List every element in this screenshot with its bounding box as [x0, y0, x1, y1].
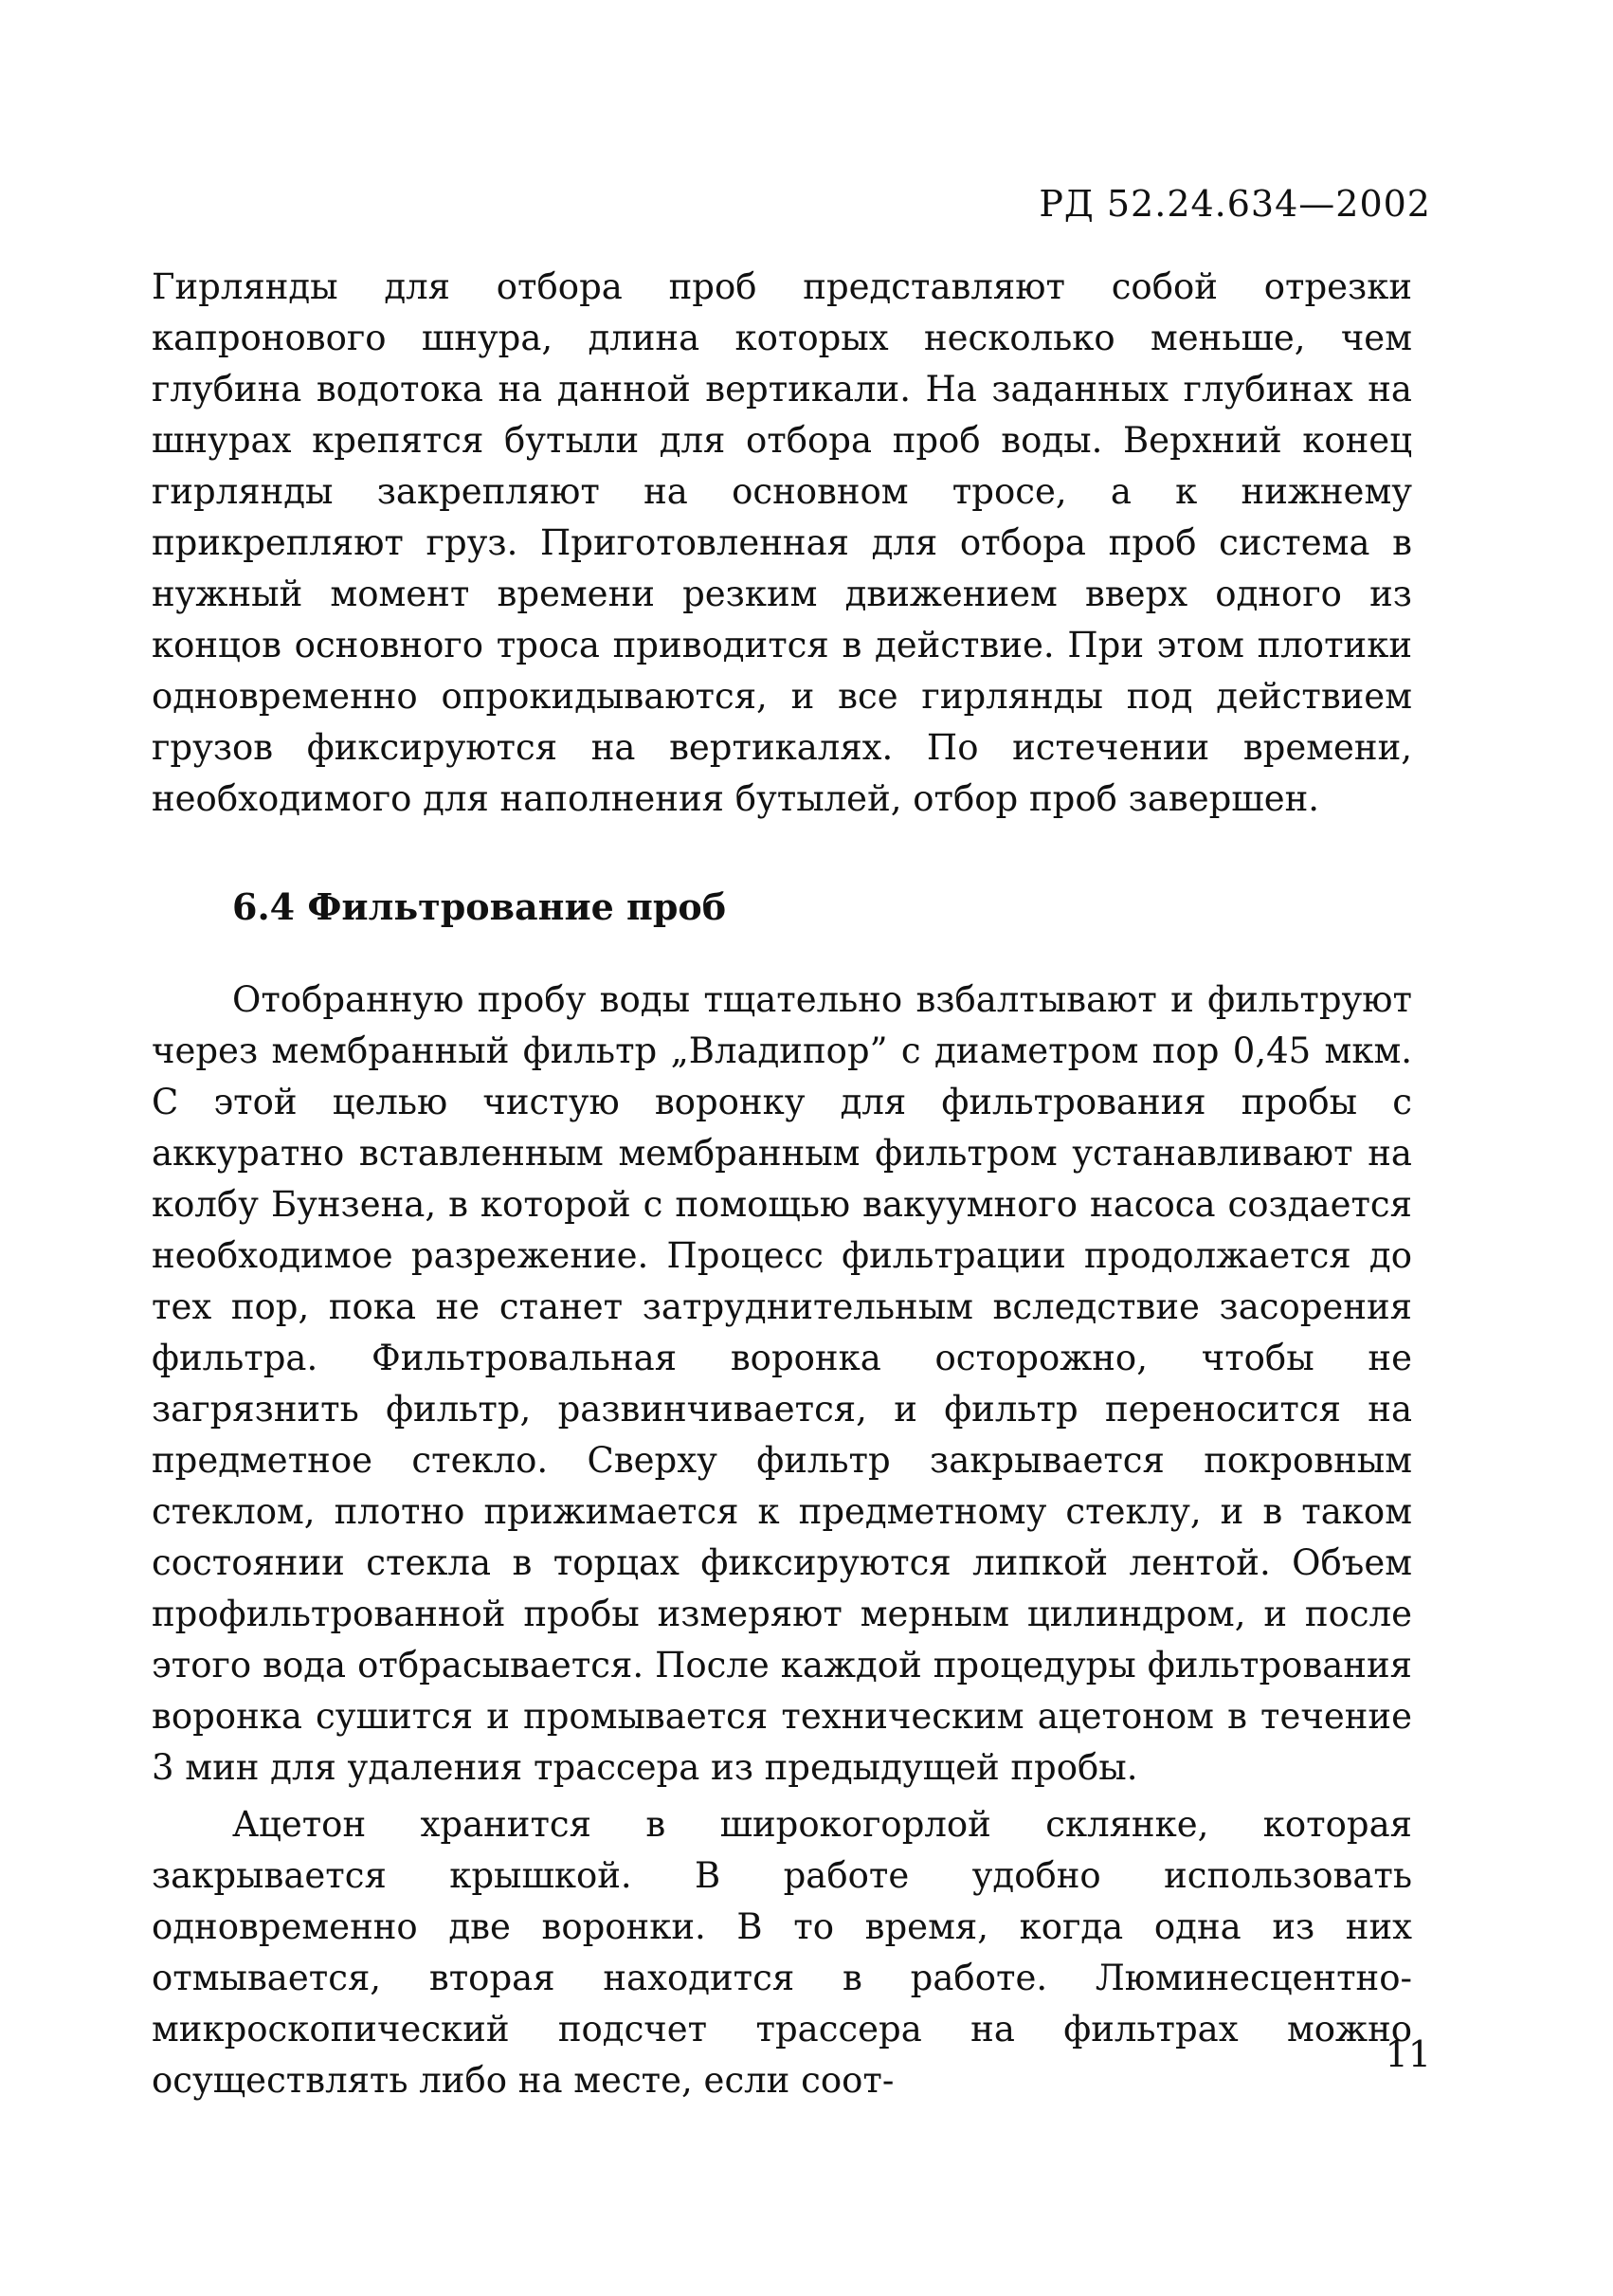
intro-text-block	[152, 262, 1412, 825]
document-code-header: РД 52.24.634—2002	[1039, 183, 1431, 225]
intro-paragraph: Гирлянды для отбора проб представляют собой отрезки капронового шнура, длина которых несколько меньше, чем глубина водотока на данной вертикали. На заданных глубинах на шнурах крепятся бутыли для отбора проб воды. Верхний конец гирлянды закрепляют на основном тросе, а к нижнему прикрепляют груз. Приготовленная для отбора проб система в нужный момент времени резким движением вверх одного из концов основного троса приводится в действие. При этом плотики одновременно опрокидываются, и все гирлянды под действием грузов фиксируются на вертикалях. По истечении времени, необходимого для наполнения бутылей, отбор проб завершен.	[152, 266, 1412, 819]
section-heading: 6.4 Фильтрование проб	[232, 885, 727, 928]
section-paragraph-2: Ацетон хранится в широкогорлой склянке, которая закрывается крышкой. В работе удобно использовать одновременно две воронки. В то время, когда одна из них отмывается, вторая находится в работе. Люминесцентно-микроскопический подсчет трассера на фильтрах можно осуществлять либо на месте, если соот-	[152, 1804, 1412, 2101]
section-paragraph-1: Отобранную пробу воды тщательно взбалтывают и фильтруют через мембранный фильтр „Владипор” с диаметром пор 0,45 мкм. С этой целью чистую воронку для фильтрования пробы с аккуратно вставленным мембранным фильтром устанавливают на колбу Бунзена, в которой с помощью вакуумного насоса создается необходимое разрежение. Процесс фильтрации продолжается до тех пор, пока не станет затруднительным вследствие засорения фильтра. Фильтровальная воронка осторожно, чтобы не загрязнить фильтр, развинчивается, и фильтр переносится на предметное стекло. Сверху фильтр закрывается покровным стеклом, плотно прижимается к предметному стеклу, и в таком состоянии стекла в торцах фиксируются липкой лентой. Объем профильтрованной пробы измеряют мерным цилиндром, и после этого вода отбрасывается. После каждой процедуры фильтрования воронка сушится и промывается техническим ацетоном в течение 3 мин для удаления трассера из предыдущей пробы.	[152, 979, 1412, 1788]
section-text-block	[152, 975, 1412, 2106]
page-number: 11	[1385, 2033, 1431, 2075]
